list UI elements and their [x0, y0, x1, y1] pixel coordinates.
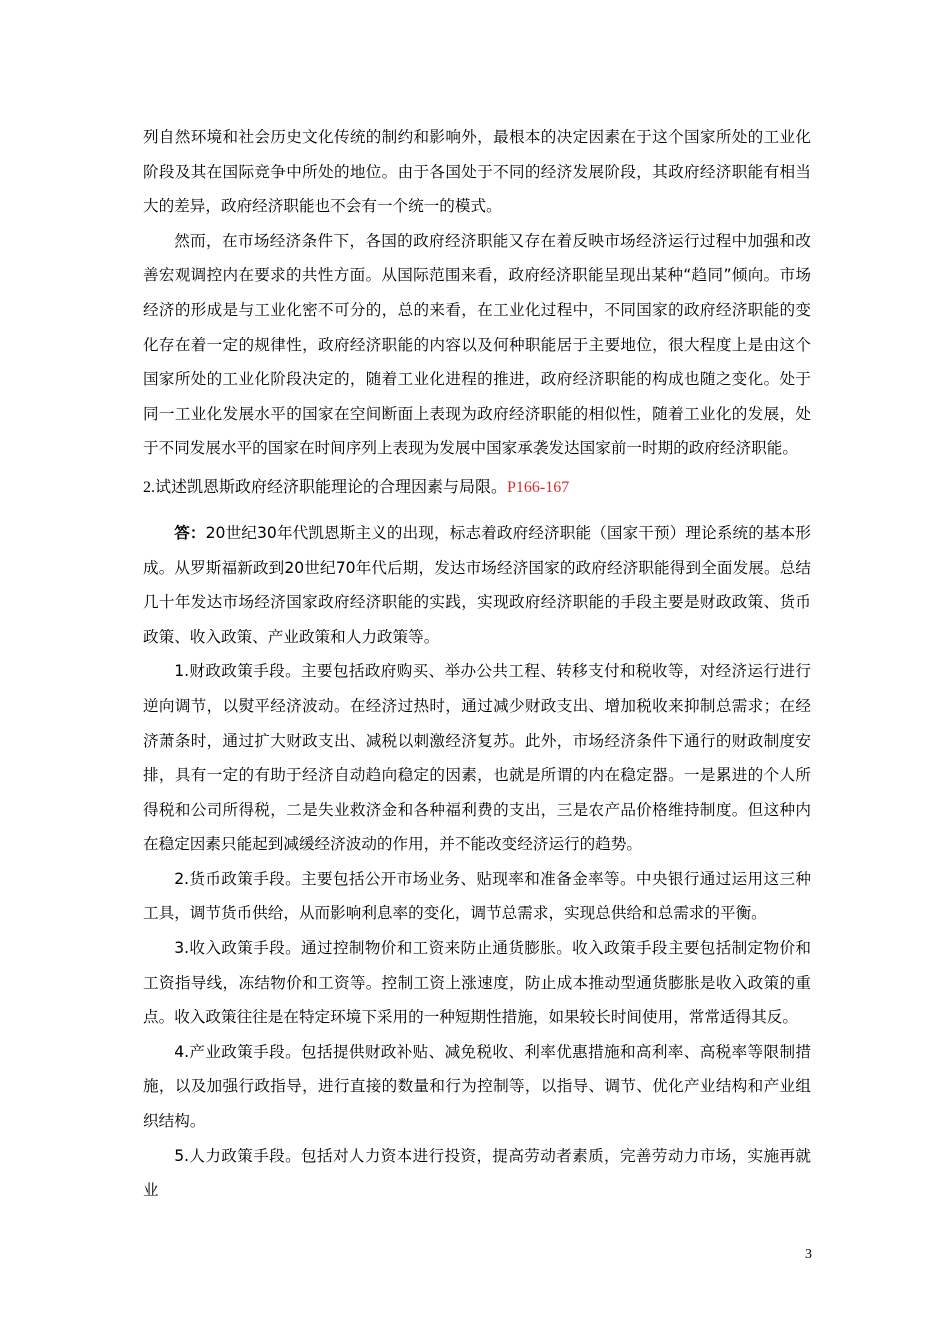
paragraph-however: 然而，在市场经济条件下，各国的政府经济职能又存在着反映市场经济运行过程中加强和改善宏观调控内在要求的共性方面。从国际范围来看，政府经济职能呈现出某种“趋同”倾向。市场经济的形成是与工业化密不可分的，总的来看，在工业化过程中，不同国家的政府经济职能的变化存在着一定的规律性，政府经济职能的内容以及何种职能居于主要地位，很大程度上是由这个国家所处的工业化阶段决定的，随着工业化进程的推进，政府经济职能的构成也随之变化。处于同一工业化发展水平的国家在空间断面上表现为政府经济职能的相似性，随着工业化的发展，处于不同发展水平的国家在时间序列上表现为发展中国家承袭发达国家前一时期的政府经济职能。 [143, 231, 811, 458]
answer-item-industrial: 4.产业政策手段。包括提供财政补贴、减免税收、利率优惠措施和高利率、高税率等限制措施，以及加强行政指导，进行直接的数量和行为控制等，以指导、调节、优化产业结构和产业组织结构。 [143, 1042, 811, 1131]
page-number: 3 [805, 1247, 812, 1262]
document-body [143, 120, 811, 1208]
answer-label: 答： [174, 523, 206, 542]
answer-item-human: 5.人力政策手段。包括对人力资本进行投资，提高劳动者素质，完善劳动力市场，实施再就业 [143, 1146, 811, 1200]
question-heading [143, 470, 811, 506]
answer-item-monetary: 2.货币政策手段。主要包括公开市场业务、贴现率和准备金率等。中央银行通过运用这三种工具，调节货币供给，从而影响利息率的变化，调节总需求，实现总供给和总需求的平衡。 [143, 869, 811, 923]
paragraph-continued: 列自然环境和社会历史文化传统的制约和影响外，最根本的决定因素在于这个国家所处的工业化阶段及其在国际竞争中所处的地位。由于各国处于不同的经济发展阶段，其政府经济职能有相当大的差异，政府经济职能也不会有一个统一的模式。 [143, 128, 811, 216]
answer-item-income: 3.收入政策手段。通过控制物价和工资来防止通货膨胀。收入政策手段主要包括制定物价和工资指导线，冻结物价和工资等。控制工资上涨速度，防止成本推动型通货膨胀是收入政策的重点。收入政策往往是在特定环境下采用的一种短期性措施，如果较长时间使用，常常适得其反。 [143, 939, 811, 1027]
answer-intro [143, 516, 811, 654]
answer-intro-text: 20世纪30年代凯恩斯主义的出现，标志着政府经济职能（国家干预）理论系统的基本形成。从罗斯福新政到20世纪70年代后期，发达市场经济国家的政府经济职能得到全面发展。总结几十年发达市场经济国家政府经济职能的实践，实现政府经济职能的手段主要是财政政策、货币政策、收入政策、产业政策和人力政策等。 [143, 523, 811, 646]
page-reference: P166-167 [507, 478, 570, 496]
question-text: 2.试述凯恩斯政府经济职能理论的合理因素与局限。 [143, 478, 508, 496]
answer-item-fiscal: 1.财政政策手段。主要包括政府购买、举办公共工程、转移支付和税收等，对经济运行进行逆向调节，以熨平经济波动。在经济过热时，通过减少财政支出、增加税收来抑制总需求；在经济萧条时，通过扩大财政支出、减税以刺激经济复苏。此外，市场经济条件下通行的财政制度安排，具有一定的有助于经济自动趋向稳定的因素，也就是所谓的内在稳定器。一是累进的个人所得税和公司所得税，二是失业救济金和各种福利费的支出，三是农产品价格维持制度。但这种内在稳定因素只能起到减缓经济波动的作用，并不能改变经济运行的趋势。 [143, 662, 811, 854]
